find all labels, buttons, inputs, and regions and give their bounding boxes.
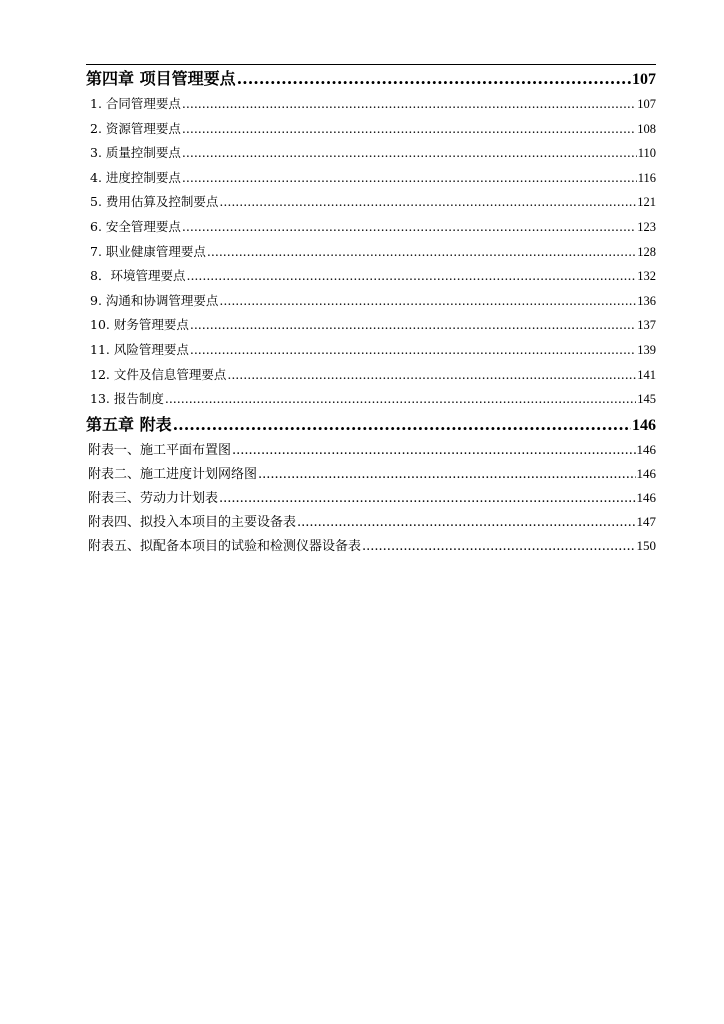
toc-entry[interactable] — [86, 289, 656, 314]
toc-entry[interactable] — [86, 510, 656, 534]
header-rule — [86, 64, 656, 65]
toc-entry[interactable] — [86, 141, 656, 166]
toc-entry-title: 12. 文件及信息管理要点 — [90, 366, 227, 382]
toc-entry-title: 11. 风险管理要点 — [90, 341, 189, 357]
toc-page-number: 146 — [632, 416, 656, 434]
dot-leader — [165, 387, 636, 412]
toc-entry[interactable] — [86, 387, 656, 412]
toc-entry[interactable] — [86, 117, 656, 142]
toc-page-number: 146 — [636, 465, 656, 481]
toc-entry[interactable] — [86, 534, 656, 558]
dot-leader — [219, 190, 636, 215]
toc-entry-title: 1. 合同管理要点 — [90, 96, 181, 111]
dot-leader — [219, 487, 635, 510]
dot-leader — [227, 363, 636, 388]
dot-leader — [232, 439, 635, 462]
toc-page-number: 128 — [637, 244, 656, 259]
table-of-contents — [86, 66, 656, 558]
toc-entry[interactable] — [86, 338, 656, 363]
toc-entry-title: 4. 进度控制要点 — [90, 169, 181, 185]
toc-page-number: 121 — [637, 195, 656, 210]
toc-entry-title: 附表一、施工平面布置图 — [88, 442, 232, 458]
toc-entry[interactable] — [86, 486, 656, 510]
toc-entry-title: 13. 报告制度 — [90, 391, 164, 407]
toc-page-number: 145 — [637, 392, 656, 407]
dot-leader — [297, 511, 635, 534]
dot-leader — [258, 463, 635, 486]
dot-leader — [219, 289, 636, 314]
toc-entry-title: 附表二、施工进度计划网络图 — [88, 466, 258, 482]
toc-page-number: 107 — [632, 71, 656, 88]
toc-page-number: 110 — [637, 146, 656, 161]
toc-entry-title: 附表三、劳动力计划表 — [88, 490, 219, 506]
dot-leader — [207, 240, 636, 265]
toc-chapter-4[interactable] — [86, 66, 656, 92]
toc-page-number: 136 — [637, 293, 656, 308]
dot-leader — [182, 117, 636, 142]
toc-entry-title: 9. 沟通和协调管理要点 — [90, 292, 219, 308]
toc-page-number: 107 — [637, 97, 656, 111]
toc-page-number: 147 — [636, 513, 656, 529]
toc-page-number: 146 — [636, 489, 656, 505]
toc-entry-title: 2. 资源管理要点 — [90, 120, 181, 136]
toc-page-number: 116 — [637, 170, 656, 185]
toc-page-number: 132 — [637, 269, 656, 284]
toc-page-number: 123 — [637, 219, 656, 234]
dot-leader — [362, 535, 635, 558]
toc-page-number: 141 — [637, 367, 656, 382]
dot-leader — [190, 338, 636, 363]
toc-entry[interactable] — [86, 313, 656, 338]
toc-page-number: 146 — [636, 441, 656, 457]
toc-entry[interactable] — [86, 215, 656, 240]
toc-page-number: 108 — [637, 121, 656, 136]
toc-chapter-5[interactable] — [86, 412, 656, 438]
toc-page-number: 150 — [636, 537, 656, 553]
toc-entry-title: 8．环境管理要点 — [90, 268, 186, 284]
toc-entry-title: 3. 质量控制要点 — [90, 145, 181, 161]
toc-entry-title: 6. 安全管理要点 — [90, 218, 181, 234]
toc-entry-title: 附表五、拟配备本项目的试验和检测仪器设备表 — [88, 538, 362, 554]
toc-page-number: 139 — [637, 342, 656, 357]
dot-leader — [173, 412, 631, 438]
toc-chapter-title: 第四章 项目管理要点 — [86, 69, 236, 88]
toc-page-number: 137 — [637, 318, 656, 333]
toc-entry[interactable] — [86, 438, 656, 462]
dot-leader — [182, 141, 637, 166]
dot-leader — [182, 166, 637, 191]
toc-entry-title: 7. 职业健康管理要点 — [90, 243, 206, 259]
toc-entry[interactable] — [86, 462, 656, 486]
dot-leader — [237, 66, 631, 92]
dot-leader — [190, 313, 636, 338]
toc-entry-title: 附表四、拟投入本项目的主要设备表 — [88, 514, 297, 530]
dot-leader — [182, 92, 636, 117]
toc-chapter-title: 第五章 附表 — [86, 414, 172, 434]
toc-entry[interactable] — [86, 264, 656, 289]
toc-entry-title: 5. 费用估算及控制要点 — [90, 194, 219, 210]
toc-entry[interactable] — [86, 166, 656, 191]
toc-entry[interactable] — [86, 240, 656, 265]
toc-entry[interactable] — [86, 363, 656, 388]
dot-leader — [186, 264, 636, 289]
toc-entry-title: 10. 财务管理要点 — [90, 317, 189, 333]
toc-entry[interactable] — [86, 92, 656, 117]
dot-leader — [182, 215, 636, 240]
toc-entry[interactable] — [86, 190, 656, 215]
